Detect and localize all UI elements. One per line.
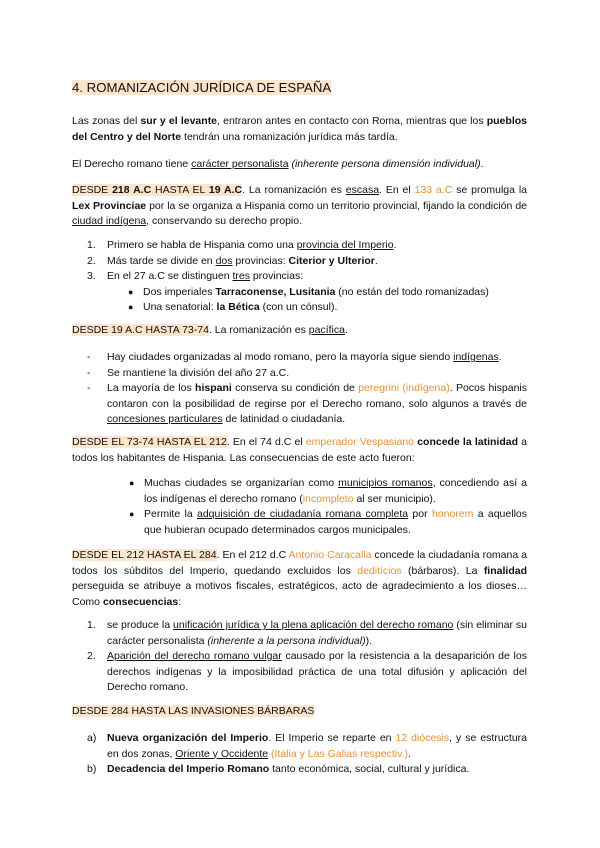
section-4-paragraph: DESDE EL 212 HASTA EL 284. En el 212 d.C Antonio Caracalla concede la ciudadanía romana a todos los súbditos del Imperio, quedando excluidos los deditícios (bárbaros). La finalidad perseguida se atribuye a motivos fiscales, estratégicos, acto de agradecimiento a los dioses… Como consecuencias: — [72, 549, 527, 608]
bullet-icon: ● — [128, 302, 134, 312]
section-3-heading: DESDE EL 73-74 HASTA EL 212 — [72, 436, 227, 448]
list-item: 1. Primero se habla de Hispania como una provincia del Imperio. — [87, 239, 397, 251]
list-item: ● Permite la adquisición de ciudadanía romana completa por honorem a aquellos que hubieran ocupado determinados cargos municipales. — [129, 508, 527, 536]
list-item: a) Nueva organización del Imperio. El Imperio se reparte en 12 diócesis, y se estructura en dos zonas, Oriente y Occidente (Italia y Las Galias respectiv.). — [87, 732, 528, 760]
intro-paragraph-2: El Derecho romano tiene carácter personalista (inherente persona dimensión individual). — [72, 158, 484, 170]
list-item: - Se mantiene la división del año 27 a.C. — [87, 366, 290, 379]
section-5-paragraph — [72, 704, 527, 720]
section-1-list — [87, 238, 527, 316]
section-5-heading: DESDE 284 HASTA LAS INVASIONES BÁRBARAS — [72, 705, 315, 717]
section-3-paragraph: DESDE EL 73-74 HASTA EL 212. En el 74 d.C el emperador Vespasiano concede la latinidad a todos los habitantes de Hispania. Las consecuencias de este acto fueron: — [72, 436, 527, 464]
list-item: 1. se produce la unificación jurídica y la plena aplicación del derecho romano (sin eliminar su carácter personalista (inherente a la persona individual)). — [87, 619, 527, 647]
bullet-icon: ● — [129, 509, 135, 519]
list-item: 3. En el 27 a.C se distinguen tres provincias: — [87, 270, 304, 282]
section-4-list — [87, 618, 527, 696]
section-4-heading: DESDE EL 212 HASTA EL 284 — [72, 549, 217, 561]
list-item: 2. Aparición del derecho romano vulgar causado por la resistencia a la desaparición de los derechos indígenas y la imposibilidad práctica de una total difusión y aplicación del Derecho romano. — [87, 650, 527, 693]
page-title: 4. ROMANIZACIÓN JURÍDICA DE ESPAÑA — [72, 80, 332, 95]
list-item: - La mayoría de los hispani conserva su condición de peregrini (indígena). Pocos hispanis contaron con la posibilidad de regirse por el Derecho romano, solo algunos a través de concesiones particulares de latinidad o ciudadanía. — [87, 382, 527, 425]
section-2-heading: DESDE 19 A.C HASTA 73-74 — [72, 324, 209, 336]
section-5-list — [87, 731, 528, 778]
list-item: b) Decadencia del Imperio Romano tanto económica, social, cultural y jurídica. — [87, 763, 470, 775]
intro-paragraph: Las zonas del sur y el levante, entraron antes en contacto con Roma, mientras que los pueblos del Centro y del Norte tendrán una romanización jurídica más tardía. — [72, 115, 527, 143]
section-1-heading: DESDE 218 A.C HASTA EL 19 A.C — [72, 184, 243, 196]
section-3-list — [129, 476, 527, 538]
list-item: 2. Más tarde se divide en dos provincias: Citerior y Ulterior. — [87, 254, 378, 267]
list-item: ● Una senatorial: la Bética (con un cónsul). — [143, 300, 527, 316]
section-2-list — [87, 350, 527, 428]
list-item: - Hay ciudades organizadas al modo romano, pero la mayoría sigue siendo indígenas. — [87, 351, 502, 363]
section-1-paragraph: DESDE 218 A.C HASTA EL 19 A.C. La romanización es escasa. En el 133 a.C se promulga la Lex Provinciae por la se organiza a Hispania como un territorio provincial, fijando la condición de ciudad indígena, conservando su derecho propio. — [72, 184, 528, 227]
bullet-icon: ● — [129, 478, 135, 488]
list-item: ● Dos imperiales Tarraconense, Lusitania (no están del todo romanizadas) — [143, 285, 527, 301]
bullet-icon: ● — [128, 286, 134, 297]
list-item: ● Muchas ciudades se organizarían como municipios romanos, concediendo así a los indígenas el derecho romano (incompleto al ser municipio). — [129, 477, 527, 505]
section-2-paragraph: DESDE 19 A.C HASTA 73-74. La romanización es pacífica. — [72, 324, 348, 336]
